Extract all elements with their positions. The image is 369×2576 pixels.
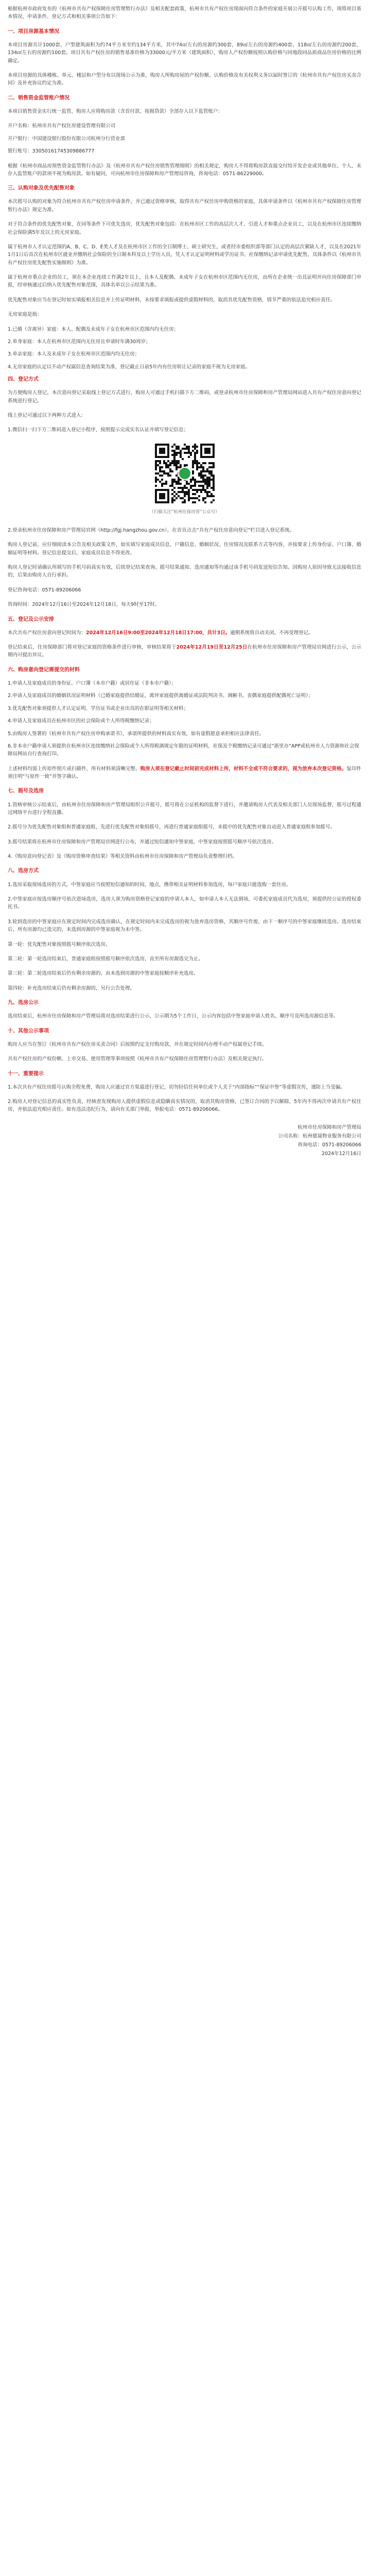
s3-list-item-1: 1.已婚（含离异）家庭：本人、配偶及未成年子女在杭州市区范围内均无住房； <box>8 326 179 332</box>
s6-list-item-1: 1.申请人及家庭成员的身份证、户口簿（本市户籍）或居住证（非本市户籍）； <box>8 681 177 687</box>
s6-list-item-2: 2.申请人及家庭成员的婚姻状况证明材料（已婚家庭提供结婚证，离异家庭提供离婚证或法院判决书、调解书，丧偶家庭提供配偶死亡证明）； <box>8 693 313 699</box>
intro-paragraph: 根据杭州市政府发布的《杭州市共有产权保障住房管理暂行办法》及相关配套政策，杭州市共有产权住房现面向符合条件的家庭开展公开摇号认购工作，现将项目基本情况、申请条件、登记方式和相关事项公告如下： <box>8 6 361 20</box>
s4-consult-phone: 登记咨询电话：0571-89206066 <box>8 587 81 593</box>
s6-list-item-3: 3.优先配售对象须提供人才认定证明、学历证书或企业出具的在职证明等相关材料； <box>8 705 189 711</box>
s5-p2-text: 登记结束后，住房保障部门将对登记家庭的资格条件进行审核，审核结果将于 <box>8 645 177 651</box>
section-4-heading: 四、登记方式 <box>8 377 39 383</box>
s11-paragraph-2: 2.购房人对登记信息的真实性负责，经核查发现购房人提供虚假信息或隐瞒真实情况的，取消其购房资格，已签订合同的予以解除，5年内不得再次申请共有产权住房，并依法追究相应责任。如有违法违纪行为，请向有关部门举报，举报电话：0571-89206066。 <box>8 1099 361 1113</box>
s5-p2-text-end: 在杭州市住房保障和房产管理局官网进行公示，公示期内可提出异议。 <box>8 645 361 658</box>
sign-agency: 公司名称：杭州德晟物业服务有限公司 <box>278 1133 361 1139</box>
s1-paragraph-1: 本项目房源共计1000套，户型建筑面积为约74平方米至约134平方米，其中74㎡左右的房源约300套，89㎡左右的房源约400套，118㎡左右的房源约200套，134㎡左右的房源约100套。项目共有产权住房的销售基准价格为33000元/平方米（建筑面积），购房人产权份额按照认购价格与同地段同品质商品住房价格的比例确定。 <box>8 42 361 64</box>
s5-p1-highlight: 2024年12月16日9:00至2024年12月18日17:00，共计3日。 <box>86 630 231 636</box>
s7-paragraph-2: 2.摇号分为优先配售对象组和普通家庭组，先进行优先配售对象组摇号，再进行普通家庭组摇号，未摇中的优先配售对象自动进入普通家庭组参加摇号。 <box>8 824 336 831</box>
s4-paragraph-2: 线上登记可通过以下两种方式进入： <box>8 413 86 418</box>
s3-list-item-4: 4.无房家庭的认定以不动产权属信息查询结果为准，登记截止日前5年内有住房转让记录的家庭不视为无房家庭。 <box>8 364 251 370</box>
s4-paragraph-1: 为方便购房人登记，本次意向登记采取线上登记方式进行，购房人可通过手机扫描下方二维码，或登录杭州市住房保障和房产管理局网站进入共有产权住房意向登记系统进行登记。 <box>8 390 361 404</box>
signature-block <box>8 1123 361 1158</box>
wechat-logo-icon <box>178 467 191 480</box>
s4-paragraph-4: 购房人登记时请确认所填写的手机号码真实有效，后续登记结果查询、摇号结果通知、选房通知等均通过该手机号码发送短信告知。因购房人原因导致无法接收信息的，后果由购房人自行承担。 <box>8 565 361 579</box>
s6-paragraph <box>8 765 361 781</box>
s3-paragraph-2: 对于符合条件的优先配售对象，在同等条件下可优先选房，优先配售对象包括：在杭州市区工作的高层次人才、引进人才和重点企业员工，以及在杭州市区连续缴纳社会保险满5年及以上的无房家庭。 <box>8 222 361 235</box>
s7-paragraph-3: 3.摇号结果将在杭州市住房保障和房产管理局官网进行公布，并通过短信通知中签家庭，中签家庭按照摇号顺序号依次选房。 <box>8 839 277 845</box>
section-8-heading: 八、选房方式 <box>8 868 39 874</box>
s5-paragraph-1 <box>8 629 361 637</box>
section-2-heading: 二、销售资金监管账户情况 <box>8 95 69 101</box>
s5-paragraph-2 <box>8 643 361 659</box>
s8-paragraph-2: 2.中签家庭应按选房顺序号依次进场选房，选房人须为购房资格登记家庭的申请人本人，如申请人本人无法到场，可委托家庭成员代为选房，须提供经公证的授权委托书。 <box>8 896 361 910</box>
section-11-heading: 十一、重要提示 <box>8 1071 44 1077</box>
notice-page <box>0 0 369 1179</box>
s3-list-item-2: 2.单身家庭：本人在杭州市区范围内无住房且申请时年满30周岁； <box>8 338 151 345</box>
s2-paragraph-2: 根据《杭州市商品房预售资金监管暂行办法》及《杭州市共有产权住房销售管理细则》的相关规定，购房人不得将购房款直接交付给开发企业或其他单位、个人，未存入监管账户的款项不视为购房款。如有疑问，可向杭州市住房保障和房产管理局咨询，咨询电话：0571-86229000。 <box>8 163 361 177</box>
s4-paragraph-3: 购房人登记前，应仔细阅读本公告及相关政策文件，如实填写家庭成员信息、户籍信息、婚姻状况、住房情况及联系方式等内容，并按要求上传身份证、户口簿、婚姻证明等材料。登记信息提交后，家庭成员信息不得更改。 <box>8 542 361 556</box>
s11-paragraph-1: 1.本次共有产权住房摇号认购全程免费，购房人应通过官方渠道进行登记，切勿轻信任何单位或个人关于“内部指标”“保证中签”等虚假宣传，谨防上当受骗。 <box>8 1084 345 1090</box>
s8-round-1: 第一轮：优先配售对象按照摇号顺序依次选房。 <box>8 941 111 947</box>
s8-round-3: 第三轮：第二轮选房结束后仍有剩余房源的，由未选到房源的中签家庭按顺序补充选房。 <box>8 971 199 977</box>
s3-paragraph-5: 优先配售对象应当在登记时如实填报相关信息并上传证明材料，未按要求填报或提供虚假材料的，取消其优先配售资格，情节严重的依法追究相应责任。 <box>8 297 336 303</box>
s5-p1-text-end: 逾期系统将自动关闭，不再受理登记。 <box>230 630 313 636</box>
s4-list-item-1: 1.微信扫一扫下方二维码进入登记小程序，按照提示完成实名认证并填写登记信息； <box>8 427 189 433</box>
section-3-heading: 三、认购对象及优先配售对象 <box>8 185 75 192</box>
qr-code-block <box>8 444 361 516</box>
section-7-heading: 七、摇号及选房 <box>8 788 44 794</box>
s3-list-item-3: 3.单亲家庭：本人及未成年子女在杭州市区范围内均无住房； <box>8 351 140 358</box>
section-9-heading: 九、选房公示 <box>8 1000 39 1006</box>
s6-p-text: 上述材料均需上传原件照片或扫描件，所有材料须清晰完整。 <box>8 766 140 772</box>
qr-caption: （扫描关注“杭州住保房管”公众号） <box>149 510 220 515</box>
sign-phone: 咨询电话：0571-89206066 <box>297 1142 361 1148</box>
s7-paragraph-1: 1.资格审核公示结束后，由杭州市住房保障和房产管理局组织公开摇号，摇号将在公证机构的监督下进行，并邀请购房人代表及相关部门人员现场监督，摇号过程通过网络平台进行全程直播。 <box>8 802 361 816</box>
s3-paragraph-3: 属于杭州市人才认定范围的A、B、C、D、E类人才及在杭州市区工作的全日制博士、硕士研究生，或者经市委组织部等部门认定的高层次紧缺人才，以及在2021年1月1日后首次在杭州市区就业并缴纳社会保险的全日制本科及以上学历人员，凭人才认定证明材料或学历证书、社保缴纳记录申请优先配售，具体条件以《杭州市共有产权住房优先配售实施细则》为准。 <box>8 244 361 266</box>
s10-paragraph-2: 共有产权住房的产权份额、上市交易、使用管理等事项按照《杭州市共有产权保障住房管理暂行办法》及相关规定执行。 <box>8 1056 267 1062</box>
s6-list-item-4: 4.申请人及家庭成员在杭州市区的社会保险或个人所得税缴纳记录； <box>8 718 154 724</box>
s8-paragraph-1: 1.选房采取现场选房的方式，中签家庭应当按照短信通知的时间、地点，携带相关证明材料参加选房，每户家庭只能选购一套住房。 <box>8 882 291 888</box>
sign-date: 2024年12月16日 <box>322 1151 361 1157</box>
s6-list-item-5: 5.由购房人签署的《杭州市共有产权住房申购承诺书》，承诺所提供的材料真实有效，如有虚假愿意承担相应法律责任。 <box>8 731 265 737</box>
s8-round-4: 第四轮：补充选房结束后仍有剩余房源的，另行公告处理。 <box>8 985 135 991</box>
s1-paragraph-2: 本项目房源的具体楼栋、单元、楼层和户型分布以现场公示为准，购房人所购房屋的产权份额、认购价格及有关权利义务以届时签订的《杭州市共有产权住房买卖合同》及补充协议约定为准。 <box>8 73 361 87</box>
s2-account-bank: 开户银行：中国建设银行股份有限公司杭州分行营业部 <box>8 135 126 142</box>
s3-paragraph-4: 属于杭州市重点企业的员工，须在本企业连续工作满2年以上，且本人及配偶、未成年子女在杭州市区范围内无住房，由所在企业统一出具证明并向住房保障部门申报，经审核通过后纳入优先配售对象范围，具体名单以公示结果为准。 <box>8 275 361 289</box>
s10-paragraph-1: 购房人应当在签订《杭州市共有产权住房买卖合同》后按照约定支付购房款，并在规定时间内办理不动产权属登记手续。 <box>8 1041 267 1047</box>
s6-p-text-end: 复印件须注明“与原件一致”并签字确认。 <box>8 766 361 780</box>
s6-p-highlight: 购房人须在登记截止时间前完成材料上传，材料不全或不符合要求的，视为放弃本次登记资格。 <box>140 766 347 772</box>
s5-p2-highlight: 2024年12月19日至12月25日 <box>176 645 248 651</box>
section-5-heading: 五、登记及公示安排 <box>8 616 54 622</box>
section-1-heading: 一、项目房源基本情况 <box>8 28 59 35</box>
s3-paragraph-1: 本次摇号认购的对象为符合杭州市共有产权住房申请条件，并已通过资格审核、取得共有产权住房申购资格的家庭，具体申请条件以《杭州市共有产权保障住房管理暂行办法》规定为准。 <box>8 199 361 213</box>
s6-list-item-6: 6.非本市户籍申请人须提供在杭州市区连续缴纳社会保险或个人所得税满规定年限的证明材料，社保及个税缴纳记录可通过“浙里办”APP或杭州市人力资源和社会保障局网站自行查询打印。 <box>8 743 359 757</box>
s8-paragraph-3: 3.轮到选房的中签家庭应在规定时间内完成选房确认，在规定时间内未完成选房的视为放弃选房资格，其顺序号作废，由下一顺序号的中签家庭继续选房。选房结束后，所有房源均已选完的，未选到房源的中签家庭视为未中签。 <box>8 919 361 933</box>
s8-round-2: 第二轮：第一轮选房结束后，普通家庭组按照摇号顺序依次选房，直至所有房源选完为止。 <box>8 956 204 962</box>
s3-paragraph-6: 无房家庭是指： <box>8 312 42 318</box>
s2-account-number: 银行账号：33050161745309886777 <box>8 148 95 155</box>
sign-org: 杭州市住房保障和房产管理局 <box>297 1124 361 1130</box>
section-6-heading: 六、购房意向登记需提交的材料 <box>8 667 80 673</box>
s2-paragraph-1: 本项目销售资金实行统一监管，购房人应将购房款（含首付款、按揭贷款）全部存入以下监管账户： <box>8 109 223 114</box>
s5-p1-text: 本次共有产权住房意向登记时间为： <box>8 630 86 636</box>
s4-consult-time: 咨询时间：2024年12月16日至2024年12月18日，每天9时至17时。 <box>8 602 160 608</box>
s9-paragraph-1: 选房结束后，杭州市住房保障和房产管理局将对选房结果进行公示，公示期为5个工作日，公示内容包括中签家庭申请人姓名、顺序号及所选房源信息等。 <box>8 1013 339 1020</box>
s7-paragraph-4: 4.《购房意向登记表》及《购房资格审查结果》等相关资料由杭州市住房保障和房产管理局负责整理归档。 <box>8 854 238 860</box>
qr-code[interactable] <box>155 444 215 503</box>
s2-account-name: 开户名称：杭州市共有产权住房建设管理有限公司 <box>8 123 116 129</box>
s4-list-item-2: 2.登录杭州市住房保障和房产管理局官网（http://fgj.hangzhou.gov.cn），在首页点击“共有产权住房意向登记”栏目进入登记系统。 <box>8 527 295 533</box>
section-10-heading: 十、其他公示事项 <box>8 1028 49 1034</box>
